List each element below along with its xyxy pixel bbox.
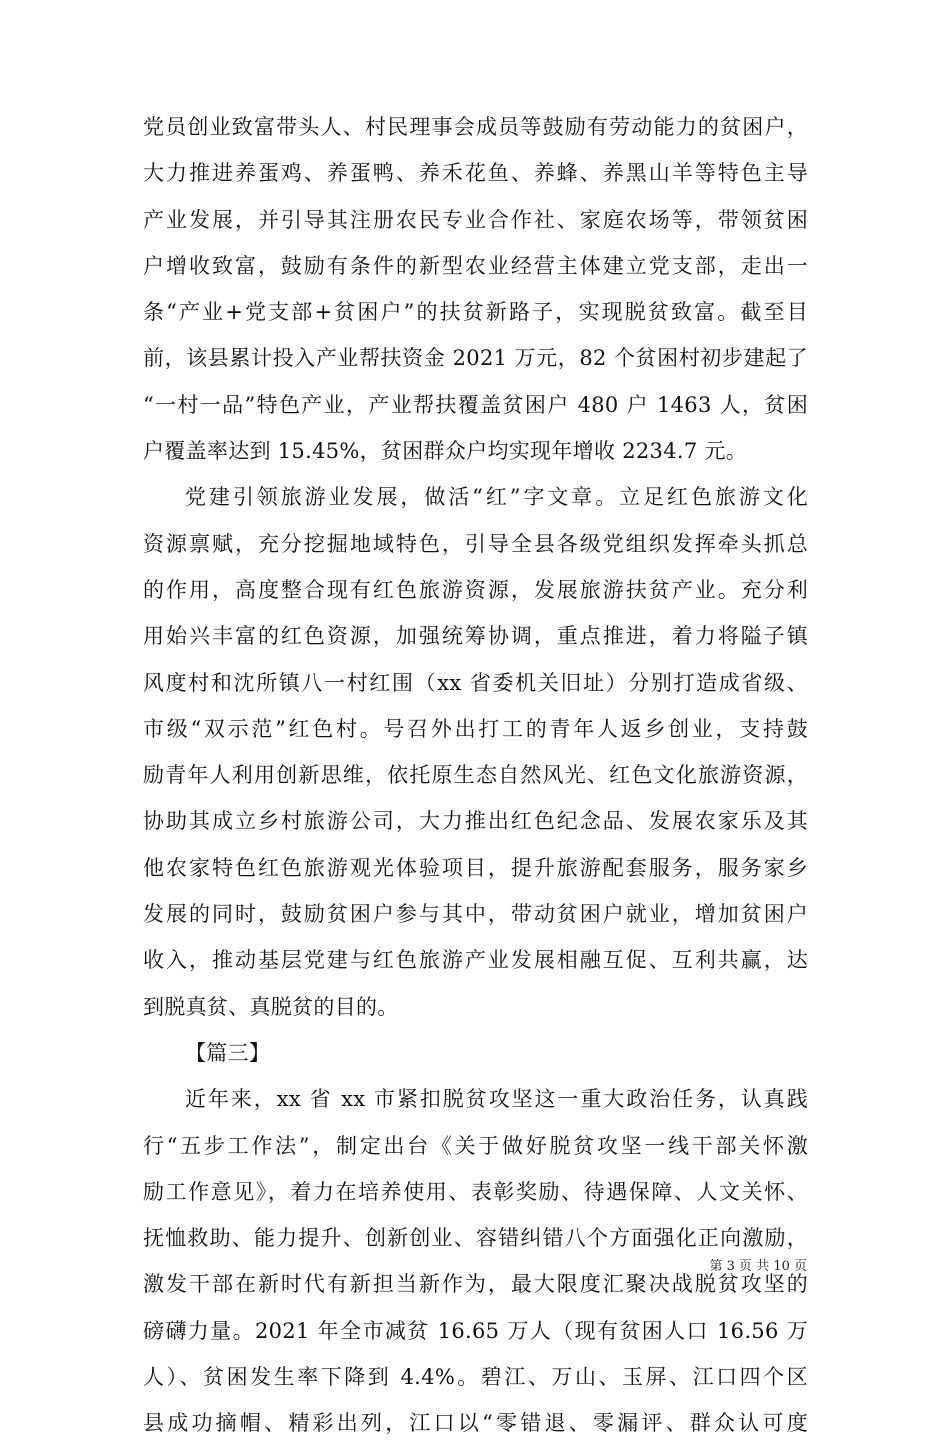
paragraph-1 [143, 104, 808, 474]
text-line: “一村一品”特色产业，产业帮扶覆盖贫困户 480 户 1463 人，贫困 [143, 392, 808, 417]
section-heading: 【篇三】 [185, 1040, 271, 1065]
text-line: 前，该县累计投入产业帮扶资金 2021 万元，82 个贫困村初步建起了 [143, 346, 808, 371]
text-line: 他农家特色红色旅游观光体验项目，提升旅游配套服务，服务家乡 [143, 855, 808, 880]
text-line: 户增收致富，鼓励有条件的新型农业经营主体建立党支部，走出一 [143, 253, 808, 278]
text-line: 党建引领旅游业发展，做活“红”字文章。立足红色旅游文化 [185, 485, 808, 510]
text-line: 励工作意见》，着力在培养使用、表彰奖励、待遇保障、人文关怀、 [143, 1179, 808, 1204]
text-line: 励青年人利用创新思维，依托原生态自然风光、红色文化旅游资源， [143, 763, 808, 788]
text-line: 近年来，xx 省 xx 市紧扣脱贫攻坚这一重大政治任务，认真践 [185, 1087, 808, 1112]
page-footer [0, 1255, 950, 1274]
text-line: 收入，推动基层党建与红色旅游产业发展相融互促、互利共赢，达 [143, 948, 808, 973]
text-line: 县成功摘帽、精彩出列，江口以“零错退、零漏评、群众认可度 [143, 1411, 808, 1436]
text-line: 大力推进养蛋鸡、养蛋鸭、养禾花鱼、养蜂、养黑山羊等特色主导 [143, 161, 808, 186]
text-line: 的作用，高度整合现有红色旅游资源，发展旅游扶贫产业。充分利 [143, 577, 808, 602]
page-number: 第 3 页 共 10 页 [709, 1259, 807, 1274]
text-line: 条“产业+党支部+贫困户”的扶贫新路子，实现脱贫致富。截至目 [143, 300, 808, 325]
text-line: 党员创业致富带头人、村民理事会成员等鼓励有劳动能力的贫困户， [143, 115, 808, 139]
text-line: 激发干部在新时代有新担当新作为，最大限度汇聚决战脱贫攻坚的 [143, 1272, 808, 1297]
text-line: 行“五步工作法”，制定出台《关于做好脱贫攻坚一线干部关怀激 [143, 1133, 808, 1158]
text-line: 户覆盖率达到 15.45%，贫困群众户均实现年增收 2234.7 元。 [143, 439, 748, 464]
text-line: 资源禀赋，充分挖掘地域特色，引导全县各级党组织发挥牵头抓总 [143, 531, 808, 556]
text-line: 到脱真贫、真脱贫的目的。 [143, 994, 399, 1019]
paragraph-2 [143, 474, 808, 1030]
text-line: 产业发展，并引导其注册农民专业合作社、家庭农场等，带领贫困 [143, 207, 808, 232]
text-line: 协助其成立乡村旅游公司，大力推出红色纪念品、发展农家乐及其 [143, 809, 808, 834]
text-line: 抚恤救助、能力提升、创新创业、容错纠错八个方面强化正向激励， [143, 1226, 808, 1251]
text-line: 发展的同时，鼓励贫困户参与其中，带动贫困户就业，增加贫困户 [143, 902, 808, 927]
text-line: 磅礴力量。2021 年全市减贫 16.65 万人（现有贫困人口 16.56 万 [143, 1318, 808, 1343]
document-body [143, 104, 808, 1447]
text-line: 市级“双示范”红色村。号召外出打工的青年人返乡创业，支持鼓 [143, 716, 808, 741]
text-line: 用始兴丰富的红色资源，加强统筹协调，重点推进，着力将隘子镇 [143, 624, 808, 649]
text-line: 人）、贫困发生率下降到 4.4%。碧江、万山、玉屏、江口四个区 [143, 1365, 808, 1390]
text-line: 风度村和沈所镇八一村红围（xx 省委机关旧址）分别打造成省级、 [143, 670, 808, 695]
